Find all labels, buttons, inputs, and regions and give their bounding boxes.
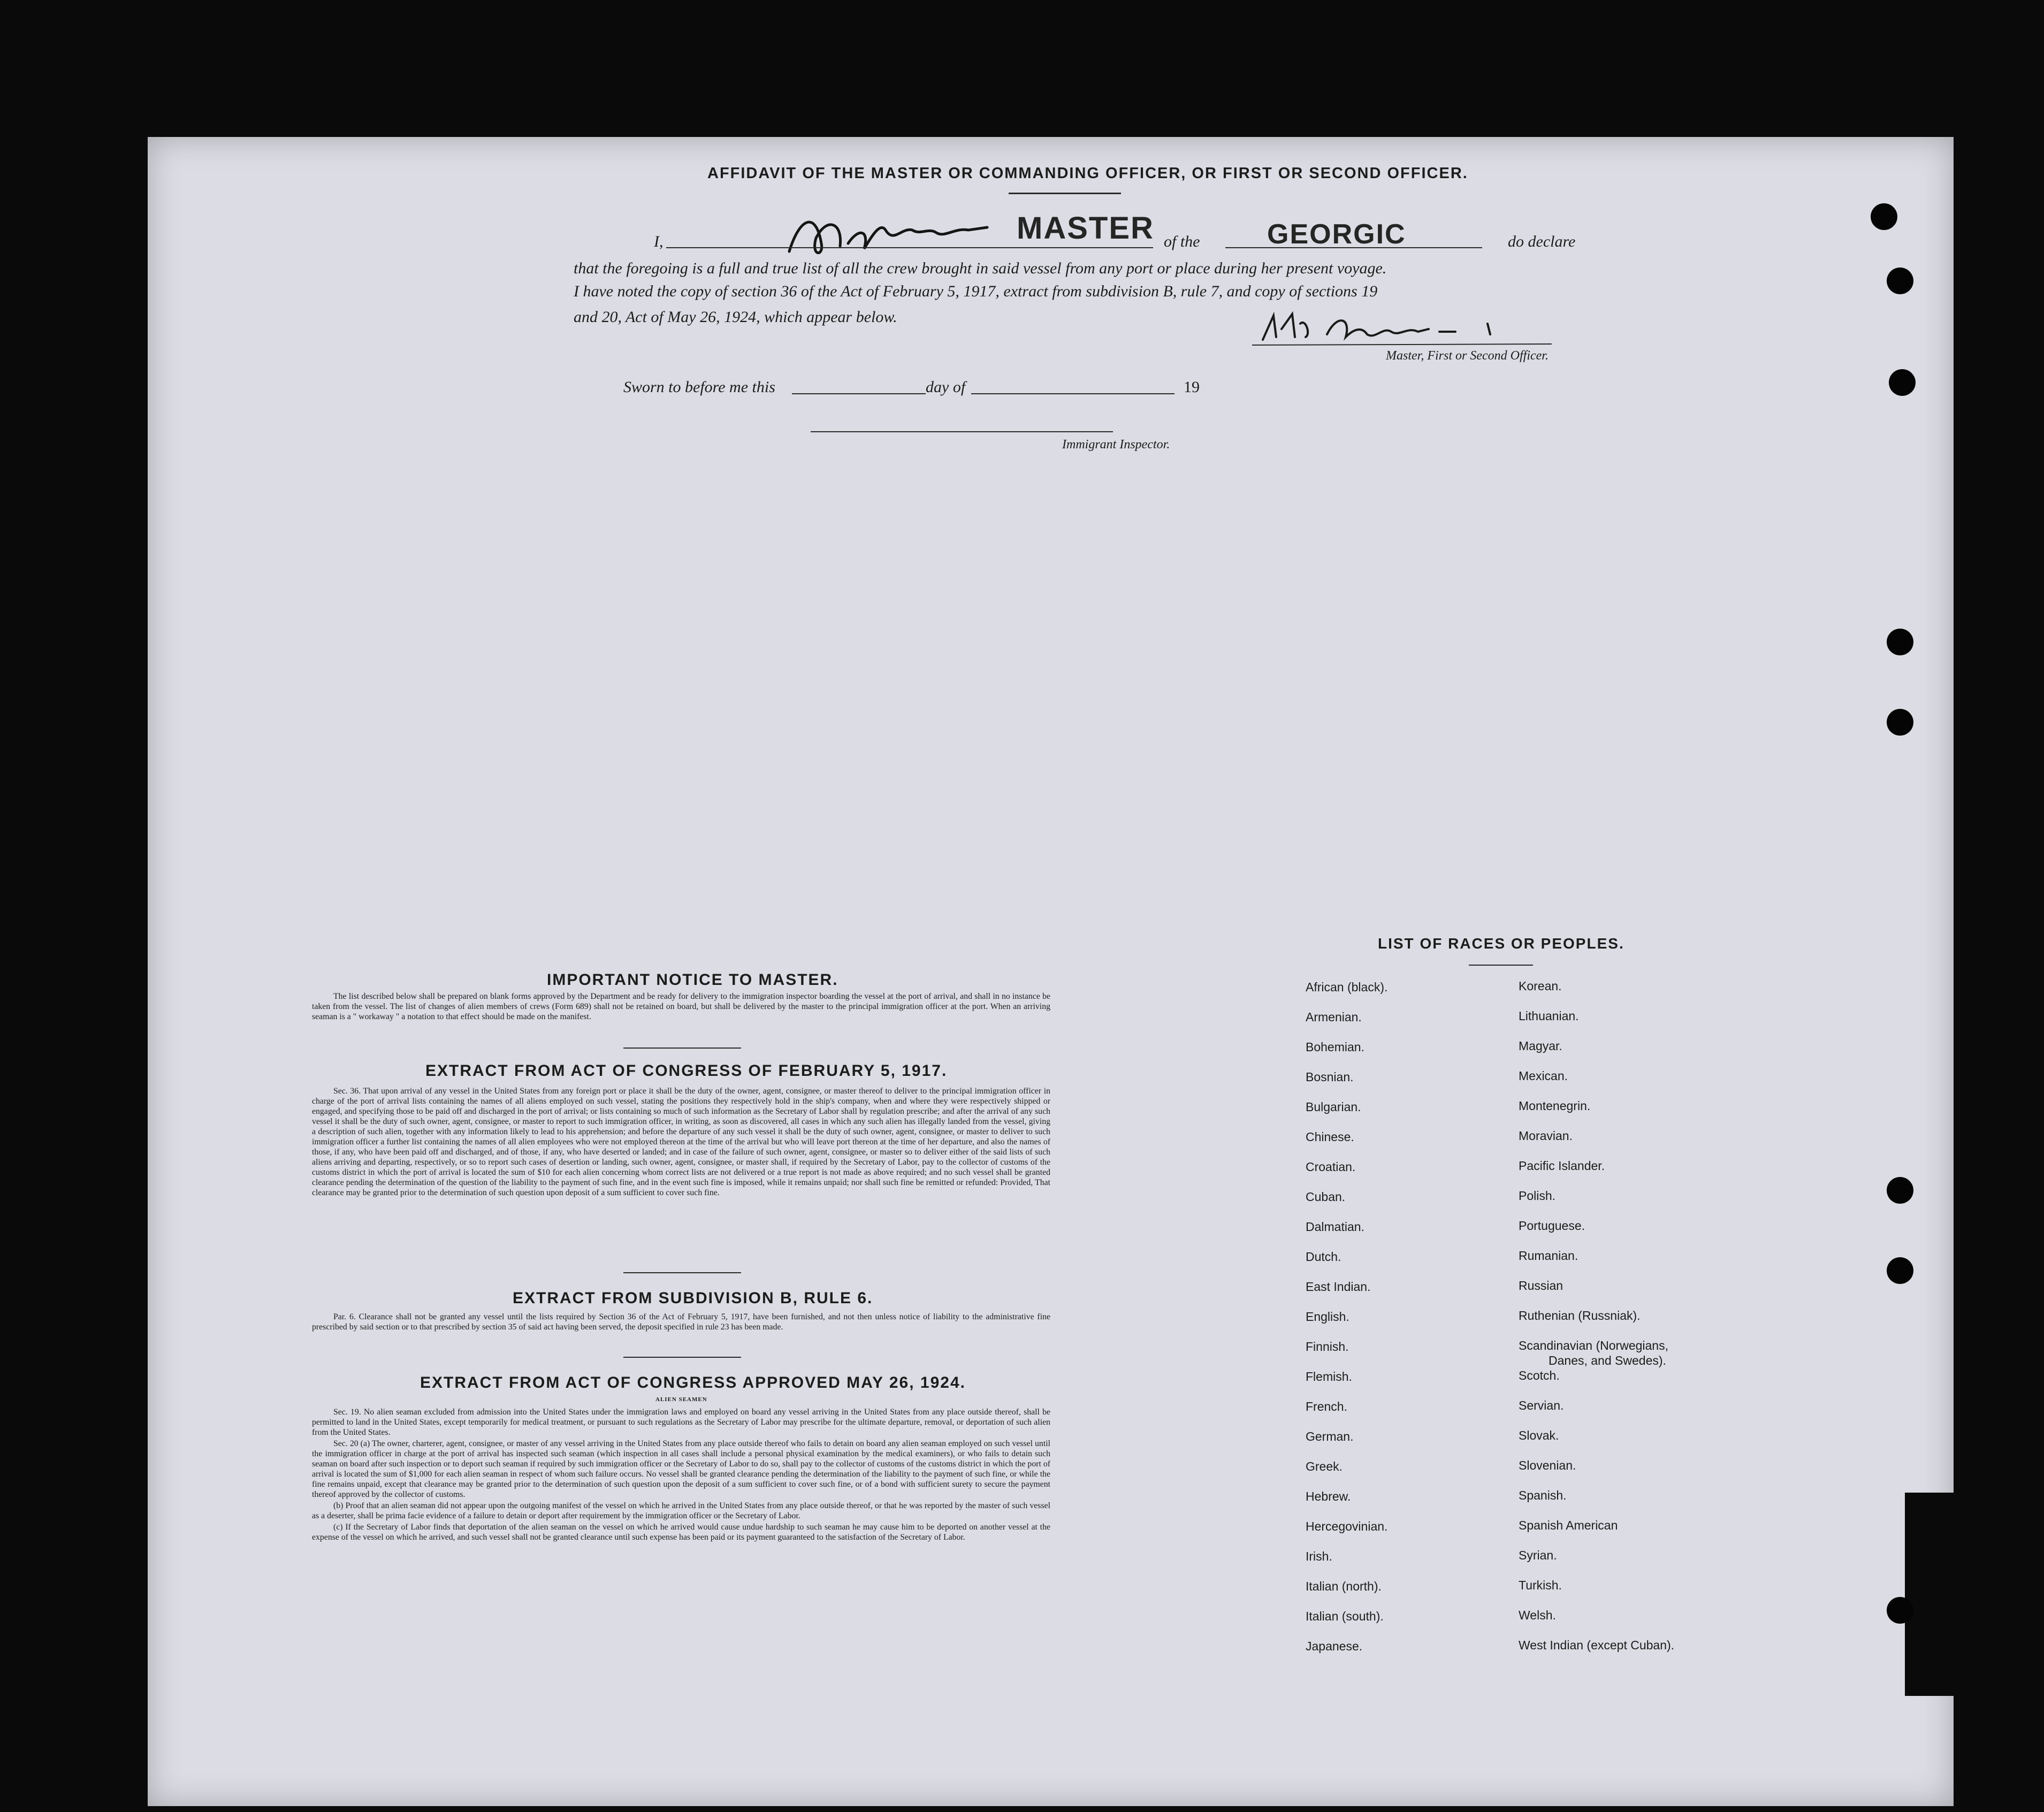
race-item: German.	[1306, 1429, 1354, 1443]
race-item: African (black).	[1306, 980, 1388, 994]
extract-1924-text	[312, 1407, 1050, 1543]
race-item: Flemish.	[1306, 1370, 1352, 1383]
race-item: Japanese.	[1306, 1639, 1363, 1653]
punch-hole	[1887, 1257, 1913, 1284]
race-item: Hercegovinian.	[1306, 1519, 1388, 1533]
race-item: Dutch.	[1306, 1250, 1341, 1264]
race-item: Cuban.	[1306, 1190, 1346, 1204]
race-item: Spanish American	[1519, 1518, 1618, 1532]
extract-1917-text	[312, 1086, 1050, 1199]
punch-hole	[1887, 1597, 1913, 1624]
extract-1917-paragraph: Sec. 36. That upon arrival of any vessel in the United States from any foreign port or place it shall be the duty of the owner, agent, consignee, or master thereof to deliver to the principal immigration officer in charge of the port of arrival lists containing the names of all aliens employed on such vessel, stating the positions they respectively hold in the ship's company, when and where they were respectively shipped or engaged, and specifying those to be paid off and discharged in the port of arrival; or lists containing so much of such information as the Secretary of Labor shall by regulation prescribe; and after the arrival of any such vessel it shall be the duty of such owner, agent, consignee, or master to report to such immigration officer, in writing, as soon as discovered, all cases in which any such alien has illegally landed from the vessel, giving a description of such alien, together with any information likely to lead to his apprehension; and before the departure of any such vessel it shall be the duty of such owner, agent, consignee, or master to deliver to such immigration officer a further list containing the names of all alien employees who were not employed thereon at the time of the arrival but who will leave port thereon at the time of her departure, and also the names of those, if any, who have been paid off and discharged, and of those, if any, who have deserted or landed; and in case of the failure of such owner, agent, consignee, or master so to deliver either of the said lists of such aliens arriving and departing, respectively, or so to report such cases of desertion or landing, such owner, agent, consignee, or master shall, if required by the Secretary of Labor, pay to the collector of customs of the customs district in which the port of arrival is located the sum of $10 for each alien concerning whom correct lists are not delivered or a true report is not made as above required; and no such vessel shall be granted clearance pending the determination of the question of the liability to the payment of such fine, and in the event such fine is imposed, while it remains unpaid; nor shall such fine be remitted or refunded: Provided, That clearance may be granted prior to the determination of such question upon deposit of a sum sufficient to cover such fine.	[312, 1087, 1050, 1197]
race-item: Syrian.	[1519, 1548, 1557, 1562]
race-item: East Indian.	[1306, 1280, 1371, 1294]
notice-text	[312, 991, 1050, 1023]
race-item: Mexican.	[1519, 1069, 1568, 1083]
section-rule	[623, 1272, 741, 1273]
vessel-name-field: GEORGIC	[1267, 219, 1406, 250]
race-item: Slovak.	[1519, 1428, 1559, 1442]
race-item: Polish.	[1519, 1189, 1556, 1203]
races-title-rule	[1469, 965, 1533, 966]
punch-hole	[1887, 629, 1913, 655]
race-item: Russian	[1519, 1279, 1563, 1293]
punch-hole	[1887, 267, 1913, 294]
affidavit-line-3: I have noted the copy of section 36 of the Act of February 5, 1917, extract from subdivision B, rule 7, and copy of sections 19	[574, 282, 1378, 300]
extract-1917-title: EXTRACT FROM ACT OF CONGRESS OF FEBRUARY 5, 1917.	[425, 1062, 948, 1080]
race-item: Irish.	[1306, 1549, 1332, 1563]
inspector-sign-line	[811, 431, 1113, 432]
race-item: Turkish.	[1519, 1578, 1562, 1592]
rank-field: MASTER	[1017, 211, 1154, 246]
race-item: Armenian.	[1306, 1010, 1362, 1024]
affidavit-line-4: and 20, Act of May 26, 1924, which appear below.	[574, 308, 897, 326]
punch-hole	[1871, 203, 1897, 230]
affidavit-line-2: that the foregoing is a full and true list of all the crew brought in said vessel from any port or place during her present voyage.	[574, 259, 1387, 277]
race-item: Scotch.	[1519, 1368, 1560, 1382]
race-item: Finnish.	[1306, 1340, 1349, 1354]
year-prefix: 19	[1184, 378, 1200, 396]
section-rule	[623, 1048, 741, 1049]
title-rule	[1009, 193, 1121, 194]
sworn-label: Sworn to before me this	[623, 378, 775, 396]
day-of-label: day of	[926, 378, 966, 396]
race-item: Slovenian.	[1519, 1458, 1576, 1472]
race-item: Pacific Islander.	[1519, 1159, 1605, 1173]
race-item: Hebrew.	[1306, 1489, 1351, 1503]
punch-hole	[1887, 709, 1913, 736]
extract-rule6-text	[312, 1312, 1050, 1333]
signature-caption: Master, First or Second Officer.	[1386, 349, 1549, 363]
race-item: Korean.	[1519, 979, 1562, 993]
race-item: West Indian (except Cuban).	[1519, 1638, 1675, 1652]
race-item: Servian.	[1519, 1398, 1564, 1412]
race-item: Moravian.	[1519, 1129, 1573, 1143]
affidavit-i-label: I,	[654, 233, 663, 250]
race-item: Spanish.	[1519, 1488, 1567, 1502]
document-page	[148, 137, 1954, 1806]
race-item: Greek.	[1306, 1459, 1343, 1473]
race-item: Chinese.	[1306, 1130, 1354, 1144]
race-item-continuation: Danes, and Swedes).	[1549, 1354, 1666, 1367]
race-item: Rumanian.	[1519, 1249, 1578, 1263]
extract-1924-subtitle: ALIEN SEAMEN	[655, 1396, 707, 1403]
section-rule	[623, 1357, 741, 1358]
race-item: Lithuanian.	[1519, 1009, 1579, 1023]
extract-1924-paragraph: Sec. 19. No alien seaman excluded from admission into the United States under the immigration laws and employed on board any vessel arriving in the United States from any place outside thereof, shall be permitted to land in the United States, except temporarily for medical treatment, or pursuant to such regulations as the Secretary of Labor may prescribe for the ultimate departure, removal, or deportation of such alien from the United States.	[312, 1408, 1050, 1437]
punch-hole	[1887, 1177, 1913, 1204]
fill-rule	[666, 247, 1153, 248]
of-the-label: of the	[1164, 233, 1200, 250]
inspector-caption: Immigrant Inspector.	[1062, 438, 1170, 452]
notice-paragraph: The list described below shall be prepared on blank forms approved by the Department and be ready for delivery to the immigration inspector boarding the vessel at the port of arrival, and shall in no instance be taken from the vessel. The list of changes of alien members of crews (Form 689) shall not be retained on board, but shall be delivered by the master to the principal immigration officer at the port. When an arriving seaman is a " workaway " a notation to that effect should be made on the manifest.	[312, 992, 1050, 1021]
fill-rule	[971, 393, 1174, 394]
races-title: LIST OF RACES OR PEOPLES.	[1378, 935, 1624, 952]
do-declare-label: do declare	[1508, 233, 1576, 250]
race-item: French.	[1306, 1400, 1347, 1413]
extract-rule6-title: EXTRACT FROM SUBDIVISION B, RULE 6.	[513, 1289, 873, 1307]
notice-title: IMPORTANT NOTICE TO MASTER.	[547, 971, 838, 989]
race-item: Portuguese.	[1519, 1219, 1585, 1233]
extract-rule6-paragraph: Par. 6. Clearance shall not be granted any vessel until the lists required by Section 36 of the Act of February 5, 1917, have been furnished, and not then unless notice of liability to the administrative fine prescribed by said section or to that prescribed by section 35 of said act having been served, the deposit specified in rule 23 has been made.	[312, 1312, 1050, 1332]
punch-hole	[1889, 369, 1916, 396]
fill-rule	[1225, 247, 1482, 248]
race-item: Italian (north).	[1306, 1579, 1382, 1593]
race-item: Welsh.	[1519, 1608, 1556, 1622]
race-item: Croatian.	[1306, 1160, 1356, 1174]
race-item: Bohemian.	[1306, 1040, 1364, 1054]
affidavit-title: AFFIDAVIT OF THE MASTER OR COMMANDING OFFICER, OR FIRST OR SECOND OFFICER.	[707, 165, 1468, 182]
race-item: Ruthenian (Russniak).	[1519, 1309, 1641, 1322]
extract-1924-paragraph: (b) Proof that an alien seaman did not appear upon the outgoing manifest of the vessel on which he arrived in the United States from any place outside thereof, or that he was reported by the master of such vessel as a deserter, shall be prima facie evidence of a failure to detain or deport after requirement by the immigration officer or the Secretary of Labor.	[312, 1501, 1050, 1520]
race-item: English.	[1306, 1310, 1349, 1324]
officer-signature	[1252, 308, 1562, 350]
race-item: Dalmatian.	[1306, 1220, 1364, 1234]
race-item: Italian (south).	[1306, 1609, 1384, 1623]
extract-1924-paragraph: Sec. 20 (a) The owner, charterer, agent, consignee, or master of any vessel arriving in the United States from any place outside thereof who fails to detain on board any alien seaman employed on such vessel until the immigration officer in charge at the port of arrival has inspected such seaman (which inspection in all cases shall include a personal physical examination by the medical examiners), or who fails to detain such seaman on board after such inspection or to deport such seaman if required by such immigration officer or the Secretary of Labor to do so, shall pay to the collector of customs of the customs district in which the port of arrival is located the sum of $1,000 for each alien seaman in respect of whom such failure occurs. No vessel shall be granted clearance pending the determination of the liability to the payment of such fine, or while the fine remains unpaid, except that clearance may be granted prior to the determination of such question upon the deposit of a sum sufficient to cover such fine, or of a bond with sufficient surety to secure the payment thereof approved by the collector of customs.	[312, 1439, 1050, 1499]
fill-rule	[792, 393, 926, 394]
extract-1924-paragraph: (c) If the Secretary of Labor finds that deportation of the alien seaman on the vessel on which he arrived would cause undue hardship to such seaman he may cause him to be deported on another vessel at the expense of the vessel on which he arrived, and such vessel shall not be granted clearance until such expense has been paid or its payment guaranteed to the satisfaction of the Secretary of Labor.	[312, 1523, 1050, 1542]
extract-1924-title: EXTRACT FROM ACT OF CONGRESS APPROVED MAY 26, 1924.	[420, 1374, 966, 1392]
race-item: Bulgarian.	[1306, 1100, 1361, 1114]
race-item: Scandinavian (Norwegians,	[1519, 1339, 1668, 1352]
race-item: Montenegrin.	[1519, 1099, 1591, 1113]
race-item: Magyar.	[1519, 1039, 1562, 1053]
page-tear	[1905, 1493, 1956, 1696]
race-item: Bosnian.	[1306, 1070, 1354, 1084]
